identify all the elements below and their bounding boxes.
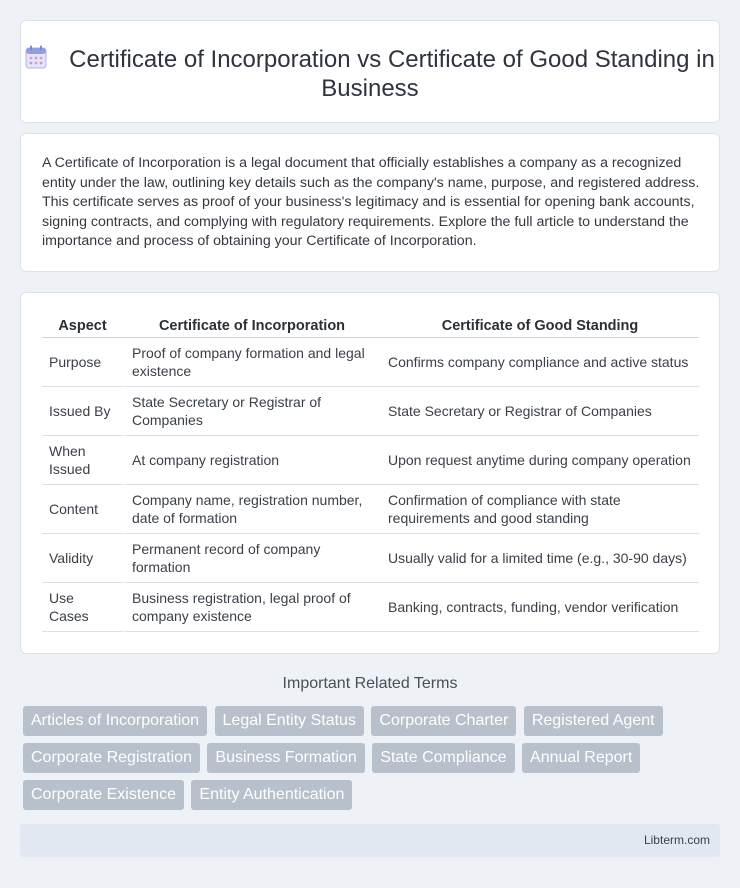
title-card bbox=[20, 20, 720, 123]
related-terms-title: Important Related Terms bbox=[282, 675, 458, 692]
tag-annual-report[interactable]: Annual Report bbox=[522, 743, 640, 773]
tag-legal-entity-status[interactable]: Legal Entity Status bbox=[215, 706, 364, 736]
tag-registered-agent[interactable]: Registered Agent bbox=[524, 706, 663, 736]
row-good-standing: Banking, contracts, funding, vendor verification bbox=[381, 583, 699, 632]
table-header-row bbox=[42, 316, 699, 338]
row-aspect: Validity bbox=[42, 534, 123, 583]
row-aspect: Use Cases bbox=[42, 583, 123, 632]
page-title-text: Certificate of Incorporation vs Certificate of Good Standing in Business bbox=[69, 46, 715, 102]
page-title bbox=[21, 45, 719, 103]
header-incorporation: Certificate of Incorporation bbox=[123, 316, 381, 338]
table-row bbox=[42, 387, 699, 436]
footer-site-link[interactable]: Libterm.com bbox=[643, 833, 710, 847]
tag-business-formation[interactable]: Business Formation bbox=[207, 743, 364, 773]
row-good-standing: Confirmation of compliance with state requirements and good standing bbox=[381, 485, 699, 534]
comparison-card bbox=[20, 292, 720, 654]
row-incorporation: Permanent record of company formation bbox=[123, 534, 381, 583]
table-row bbox=[42, 436, 699, 485]
row-incorporation: State Secretary or Registrar of Companies bbox=[123, 387, 381, 436]
row-incorporation: Proof of company formation and legal existence bbox=[123, 338, 381, 387]
table-row bbox=[42, 583, 699, 632]
row-aspect: When Issued bbox=[42, 436, 123, 485]
row-incorporation: At company registration bbox=[123, 436, 381, 485]
header-good-standing: Certificate of Good Standing bbox=[381, 316, 699, 338]
tag-corporate-charter[interactable]: Corporate Charter bbox=[371, 706, 516, 736]
tag-corporate-existence[interactable]: Corporate Existence bbox=[23, 780, 184, 810]
tag-entity-authentication[interactable]: Entity Authentication bbox=[191, 780, 352, 810]
row-aspect: Content bbox=[42, 485, 123, 534]
tag-articles-of-incorporation[interactable]: Articles of Incorporation bbox=[23, 706, 207, 736]
intro-card bbox=[20, 133, 720, 272]
table-row bbox=[42, 485, 699, 534]
row-incorporation: Business registration, legal proof of company existence bbox=[123, 583, 381, 632]
table-row bbox=[42, 338, 699, 387]
row-aspect: Purpose bbox=[42, 338, 123, 387]
comparison-table bbox=[42, 316, 699, 632]
related-terms-list bbox=[23, 706, 703, 817]
intro-paragraph: A Certificate of Incorporation is a legal document that officially establishes a company as a recognized entity under the law, outlining key details such as the company's name, purpose, and registered address. This certificate serves as proof of your business's legitimacy and is essential for opening bank accounts, signing contracts, and complying with regulatory requirements. Explore the full article to understand the importance and process of obtaining your Certificate of Incorporation. bbox=[42, 155, 700, 250]
tag-row bbox=[23, 743, 703, 780]
row-good-standing: Usually valid for a limited time (e.g., 30-90 days) bbox=[381, 534, 699, 583]
row-good-standing: Upon request anytime during company operation bbox=[381, 436, 699, 485]
header-aspect: Aspect bbox=[42, 316, 123, 338]
tag-state-compliance[interactable]: State Compliance bbox=[372, 743, 514, 773]
row-good-standing: State Secretary or Registrar of Companies bbox=[381, 387, 699, 436]
calendar-icon bbox=[25, 45, 47, 69]
footer bbox=[20, 824, 720, 857]
tag-corporate-registration[interactable]: Corporate Registration bbox=[23, 743, 200, 773]
tag-row bbox=[23, 706, 703, 743]
tag-row bbox=[23, 780, 703, 817]
row-good-standing: Confirms company compliance and active status bbox=[381, 338, 699, 387]
row-incorporation: Company name, registration number, date of formation bbox=[123, 485, 381, 534]
row-aspect: Issued By bbox=[42, 387, 123, 436]
table-row bbox=[42, 534, 699, 583]
